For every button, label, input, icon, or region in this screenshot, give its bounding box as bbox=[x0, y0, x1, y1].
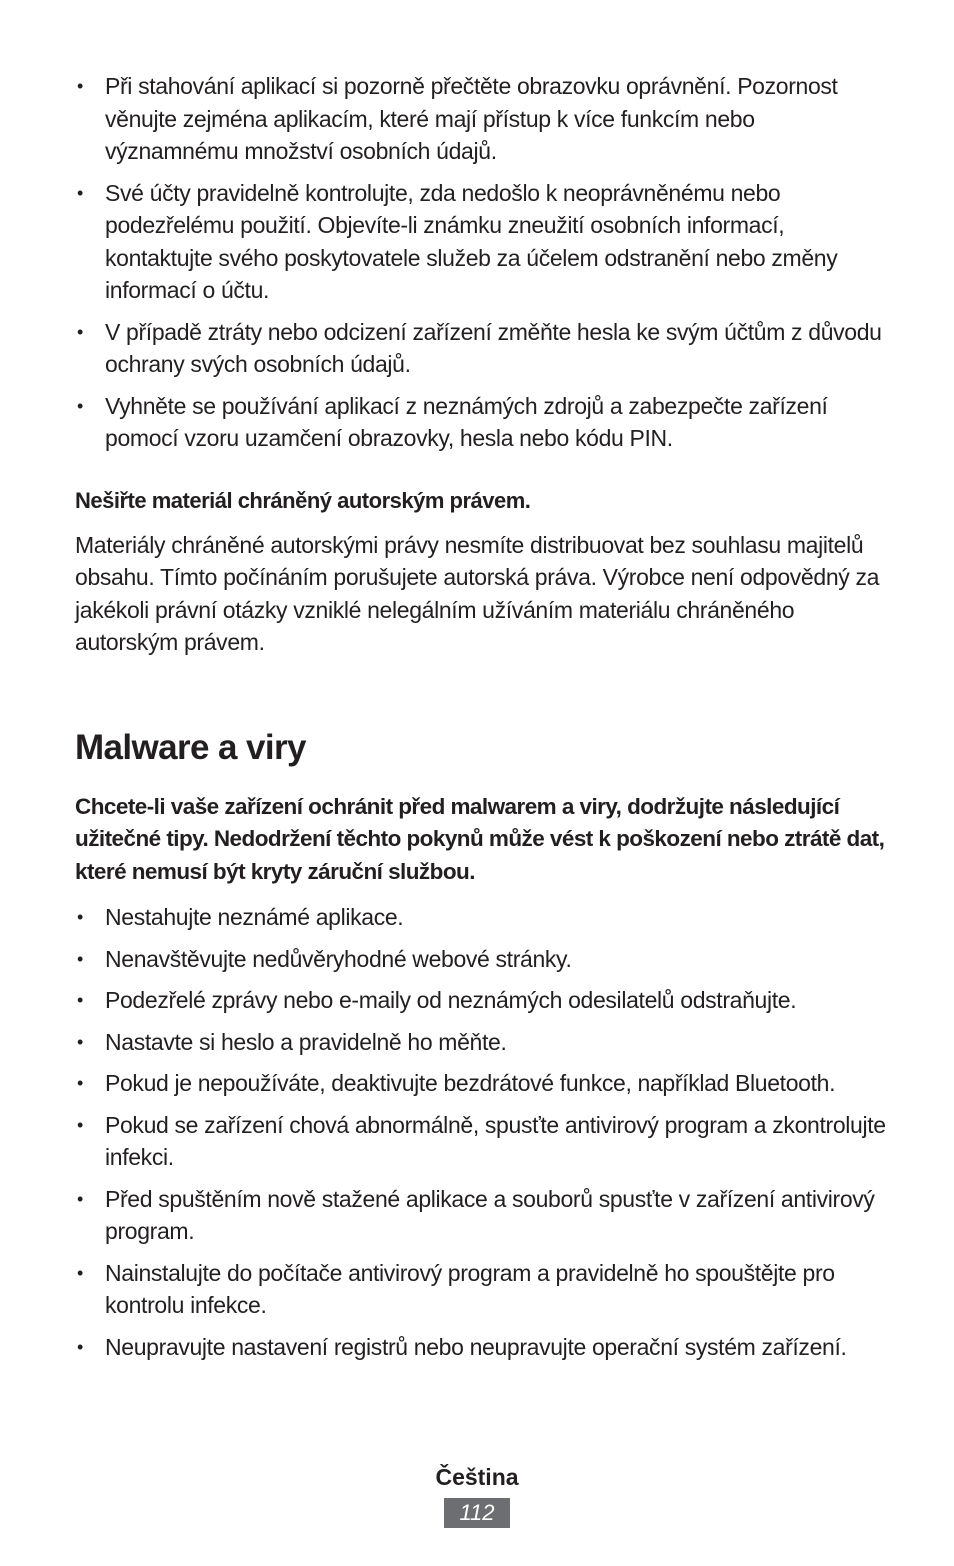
section-title: Malware a viry bbox=[75, 727, 306, 767]
page-number-badge: 112 bbox=[444, 1498, 510, 1528]
list-item-text: Neupravujte nastavení registrů nebo neupravujte operační systém zařízení. bbox=[105, 1333, 847, 1360]
list-item-text: Nastavte si heslo a pravidelně ho měňte. bbox=[105, 1028, 507, 1055]
list-item-text: Před spuštěním nově stažené aplikace a souborů spusťte v zařízení antivirový program. bbox=[105, 1185, 875, 1244]
list-item-text: Pokud se zařízení chová abnormálně, spusťte antivirový program a zkontrolujte infekci. bbox=[105, 1111, 886, 1170]
bullet-icon: • bbox=[77, 1031, 83, 1052]
bullet-icon: • bbox=[77, 182, 83, 203]
malware-tips-list bbox=[75, 901, 890, 1363]
list-item-text: Pokud je nepoužíváte, deaktivujte bezdrátové funkce, například Bluetooth. bbox=[105, 1070, 836, 1096]
document-page bbox=[75, 70, 890, 1372]
page-footer bbox=[0, 1462, 954, 1528]
list-item bbox=[75, 177, 890, 307]
privacy-tips-list bbox=[75, 70, 890, 455]
list-item bbox=[75, 1067, 890, 1100]
list-item bbox=[75, 1109, 890, 1174]
malware-intro: Chcete-li vaše zařízení ochránit před malwarem a viry, dodržujte následující užitečné tipy. Nedodržení těchto pokynů může vést k poškození nebo ztrátě dat, které nemusí být kryty záruční službou. bbox=[75, 793, 885, 884]
list-item bbox=[75, 390, 890, 455]
list-item bbox=[75, 984, 890, 1017]
list-item bbox=[75, 1026, 890, 1059]
list-item-text: Své účty pravidelně kontrolujte, zda nedošlo k neoprávněnému nebo podezřelému použití. Objevíte-li známku zneužití osobních informací, kontaktujte svého poskytovatele služeb za účelem odstranění nebo změny informací o účtu. bbox=[105, 179, 838, 303]
bullet-icon: • bbox=[77, 321, 83, 342]
list-item-text: Podezřelé zprávy nebo e-maily od neznámých odesilatelů odstraňujte. bbox=[105, 987, 797, 1013]
list-item bbox=[75, 901, 890, 934]
bullet-icon: • bbox=[77, 1073, 83, 1093]
bullet-icon: • bbox=[77, 1188, 83, 1209]
list-item-text: Vyhněte se používání aplikací z neznámých zdrojů a zabezpečte zařízení pomocí vzoru uzamčení obrazovky, hesla nebo kódu PIN. bbox=[105, 392, 828, 451]
list-item bbox=[75, 1183, 890, 1248]
list-item-text: Nainstalujte do počítače antivirový program a pravidelně ho spouštějte pro kontrolu infekce. bbox=[105, 1259, 835, 1318]
bullet-icon: • bbox=[77, 1262, 83, 1283]
list-item-text: V případě ztráty nebo odcizení zařízení změňte hesla ke svým účtům z důvodu ochrany svých osobních údajů. bbox=[105, 318, 882, 377]
bullet-icon: • bbox=[77, 1336, 83, 1357]
list-item bbox=[75, 316, 890, 381]
bullet-icon: • bbox=[77, 395, 83, 416]
bullet-icon: • bbox=[77, 990, 83, 1010]
list-item bbox=[75, 943, 890, 976]
bullet-icon: • bbox=[77, 907, 83, 927]
bullet-icon: • bbox=[77, 948, 83, 969]
bullet-icon: • bbox=[77, 76, 83, 96]
footer-language: Čeština bbox=[435, 1464, 519, 1490]
list-item-text: Nenavštěvujte nedůvěryhodné webové stránky. bbox=[105, 945, 572, 972]
copyright-paragraph: Materiály chráněné autorskými právy nesmíte distribuovat bez souhlasu majitelů obsahu. Tímto počínáním porušujete autorská práva. Výrobce není odpovědný za jakékoli právní otázky vzniklé nelegálním užíváním materiálu chráněného autorským právem. bbox=[75, 531, 880, 655]
list-item-text: Nestahujte neznámé aplikace. bbox=[105, 904, 404, 930]
list-item bbox=[75, 1331, 890, 1364]
list-item-text: Při stahování aplikací si pozorně přečtěte obrazovku oprávnění. Pozornost věnujte zejména aplikacím, které mají přístup k více funkcím nebo významnému množství osobních údajů. bbox=[105, 73, 838, 164]
copyright-heading: Nešiřte materiál chráněný autorským právem. bbox=[75, 487, 531, 513]
bullet-icon: • bbox=[77, 1114, 83, 1135]
list-item bbox=[75, 70, 890, 168]
list-item bbox=[75, 1257, 890, 1322]
